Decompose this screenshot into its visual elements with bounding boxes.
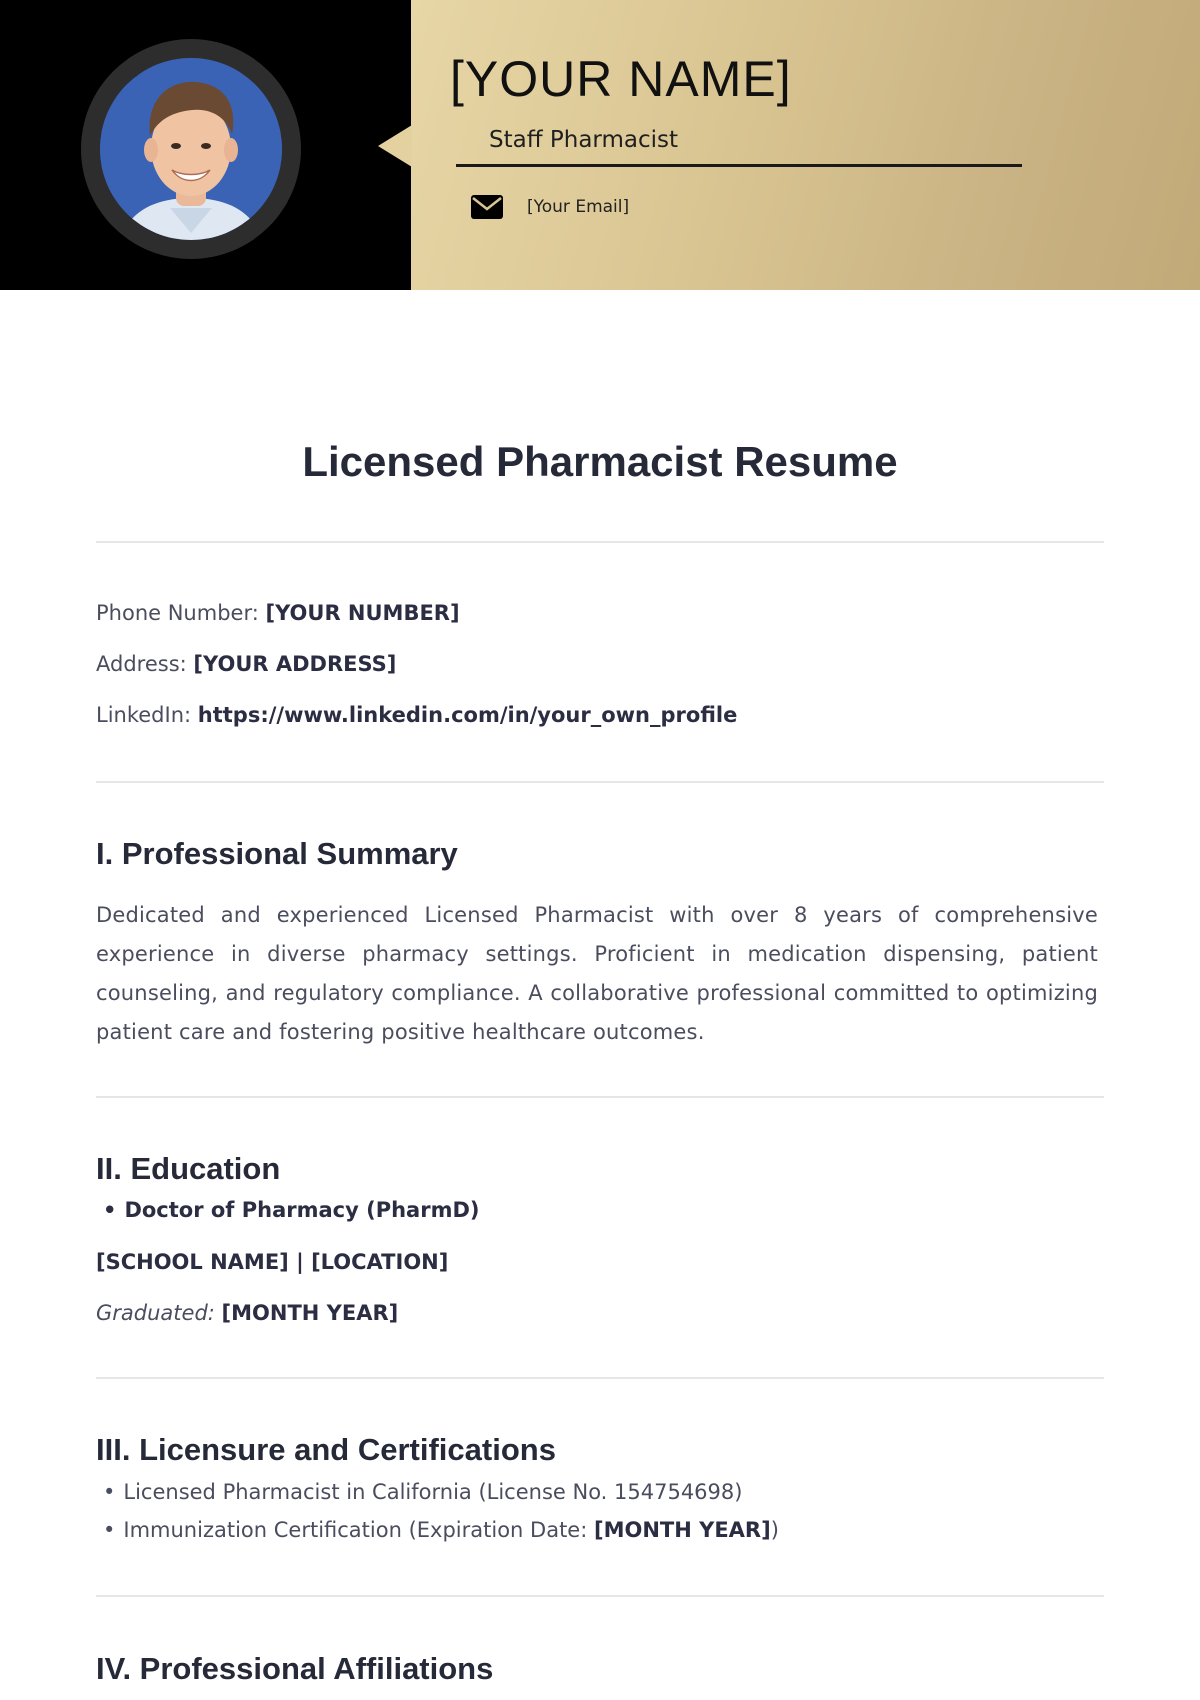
address-label: Address: (96, 652, 187, 676)
phone-label: Phone Number: (96, 601, 259, 625)
education-degree (103, 1198, 480, 1222)
document-title: Licensed Pharmacist Resume (302, 438, 898, 485)
linkedin-label: LinkedIn: (96, 703, 192, 727)
divider (96, 781, 1104, 783)
certification-prefix: Immunization Certification (Expiration Date: (123, 1518, 594, 1542)
education-school (96, 1250, 448, 1274)
job-title: Staff Pharmacist (489, 127, 678, 153)
divider (96, 1595, 1104, 1597)
divider (96, 1377, 1104, 1379)
divider (96, 1096, 1104, 1098)
school-text: [SCHOOL NAME] | [LOCATION] (96, 1250, 449, 1274)
linkedin-link[interactable]: https://www.linkedin.com/in/your_own_profile (197, 703, 738, 727)
summary-text: Dedicated and experienced Licensed Pharmacist with over 8 years of comprehensive experience in diverse pharmacy settings. Proficient in medication dispensing, patient counseling, and regulatory compliance. A collaborative professional committed to optimizing patient care and fostering positive healthcare outcomes. (96, 903, 1098, 1044)
license-text: Licensed Pharmacist in California (License No. 154754698) (123, 1480, 743, 1504)
address-value: [YOUR ADDRESS] (193, 652, 397, 676)
resume-header (0, 0, 1200, 290)
email-address: [Your Email] (527, 197, 630, 217)
bullet-icon: • (103, 1198, 117, 1222)
license-item (103, 1480, 742, 1504)
linkedin-line (96, 703, 737, 727)
address-line (96, 652, 396, 676)
candidate-name: [YOUR NAME] (450, 51, 792, 107)
bullet-icon: • (103, 1480, 116, 1504)
graduated-label: Graduated: (96, 1301, 215, 1325)
certification-date: [MONTH YEAR] (593, 1518, 771, 1542)
avatar (100, 58, 282, 240)
section-heading-affiliations: IV. Professional Affiliations (96, 1651, 494, 1686)
section-heading-licensure: III. Licensure and Certifications (96, 1432, 556, 1467)
phone-value: [YOUR NUMBER] (265, 601, 460, 625)
section-heading-summary: I. Professional Summary (96, 836, 458, 871)
graduated-value: [MONTH YEAR] (221, 1301, 399, 1325)
divider (96, 541, 1104, 543)
title-underline (456, 164, 1022, 167)
certification-suffix: ) (770, 1518, 779, 1542)
certification-item (103, 1518, 779, 1542)
profile-photo-icon (100, 58, 282, 240)
avatar-ring (81, 39, 301, 259)
education-graduated (96, 1301, 398, 1325)
header-pointer (378, 125, 412, 167)
bullet-icon: • (103, 1518, 116, 1542)
section-heading-education: II. Education (96, 1151, 281, 1186)
envelope-icon (471, 195, 503, 219)
header-photo-panel (0, 0, 411, 290)
degree-text: Doctor of Pharmacy (PharmD) (124, 1198, 480, 1222)
phone-line (96, 601, 460, 625)
